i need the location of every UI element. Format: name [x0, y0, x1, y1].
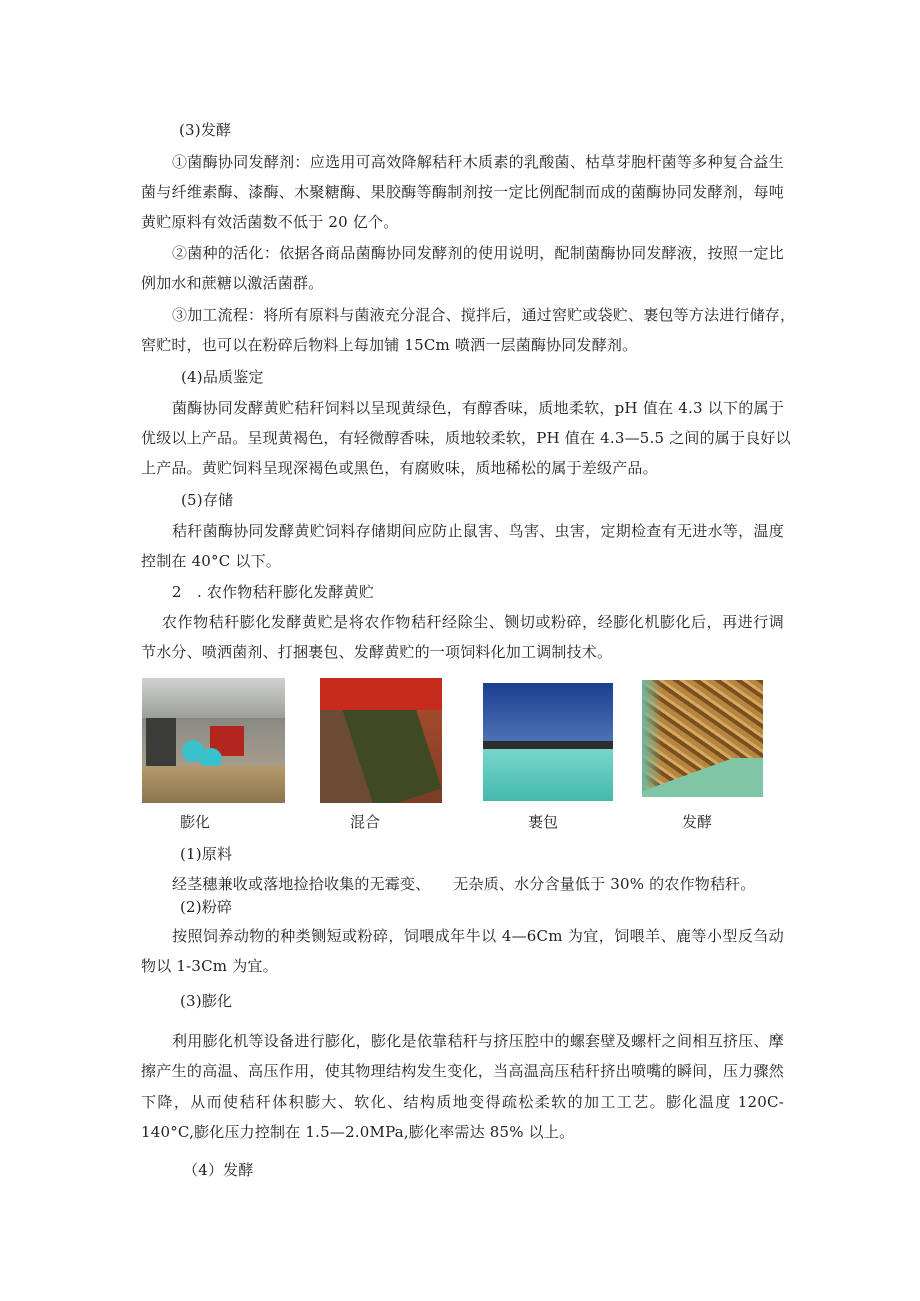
paragraph-puffing-line-4: 140°C,膨化压力控制在 1.5—2.0MPa,膨化率需达 85% 以上。: [141, 1123, 575, 1141]
paragraph-puffing-line-3: 下降，从而使秸秆体积膨大、软化、结构质地变得疏松柔软的加工工艺。膨化温度 120C-: [141, 1093, 784, 1111]
paragraph-storage-line-1: 秸秆菌酶协同发酵黄贮饲料存储期间应防止鼠害、鸟害、虫害，定期检查有无进水等，温度: [172, 522, 784, 540]
heading-raw-material: (1)原料: [180, 845, 233, 863]
paragraph-intro-line-1: 农作物秸秆膨化发酵黄贮是将农作物秸秆经除尘、铡切或粉碎，经膨化机膨化后，再进行调: [162, 613, 784, 631]
paragraph-activation-line-2: 例加水和蔗糖以激活菌群。: [141, 274, 324, 292]
heading-fermentation-2: （4）发酵: [183, 1161, 254, 1179]
heading-crushing: (2)粉碎: [180, 898, 233, 916]
photo-mixing: [320, 678, 442, 803]
paragraph-enzyme-line-3: 黄贮原料有效活菌数不低于 20 亿个。: [141, 213, 399, 231]
photo-mixing-machine-top: [320, 678, 442, 710]
paragraph-process-line-2: 窖贮时，也可以在粉碎后物料上每加铺 15Cm 喷洒一层菌酶协同发酵剂。: [141, 336, 638, 354]
photo-puffing-straw: [142, 766, 285, 803]
caption-fermentation: 发酵: [682, 813, 713, 831]
paragraph-activation-line-1: ②菌种的活化：依据各商品菌酶协同发酵剂的使用说明，配制菌酶协同发酵液，按照一定比: [172, 244, 784, 262]
paragraph-storage-line-2: 控制在 40°C 以下。: [141, 552, 282, 570]
caption-puffing: 膨化: [180, 813, 211, 831]
caption-mixing: 混合: [350, 813, 381, 831]
paragraph-crushing-line-2: 物以 1-3Cm 为宜。: [141, 957, 278, 975]
paragraph-quality-line-1: 菌酶协同发酵黄贮秸秆饲料以呈现黄绿色，有醇香味，质地柔软，pH 值在 4.3 以下的属于: [172, 399, 784, 417]
paragraph-enzyme-line-2: 菌与纤维素酶、漆酶、木聚糖酶、果胶酶等酶制剂按一定比例配制而成的菌酶协同发酵剂，每吨: [141, 183, 784, 201]
photo-puffing-roof: [142, 678, 285, 718]
photo-wrapping-bales: [483, 743, 613, 801]
photo-fermentation: [642, 680, 763, 797]
heading-puffing: (3)膨化: [180, 992, 233, 1010]
paragraph-crushing-line-1: 按照饲养动物的种类铡短或粉碎，饲喂成年牛以 4—6Cm 为宜，饲喂羊、鹿等小型反刍动: [172, 927, 784, 945]
photo-fermentation-film: [642, 758, 763, 797]
paragraph-raw-material: 经茎穗兼收或落地捡拾收集的无霉变、 无杂质、水分含量低于 30% 的农作物秸秆。: [172, 875, 756, 893]
heading-quality: (4)品质鉴定: [181, 368, 264, 386]
paragraph-puffing-line-2: 擦产生的高温、高压作用，使其物理结构发生变化，当高温高压秸秆挤出喷嘴的瞬间，压力骤然: [141, 1062, 784, 1080]
paragraph-intro-line-2: 节水分、喷洒菌剂、打捆裹包、发酵黄贮的一项饲料化加工调制技术。: [141, 643, 613, 661]
photo-wrapping: [483, 683, 613, 801]
photo-wrapping-sky: [483, 683, 613, 743]
photo-puffing: [142, 678, 285, 803]
photo-wrapping-horizon: [483, 741, 613, 749]
paragraph-puffing-line-1: 利用膨化机等设备进行膨化，膨化是依靠秸秆与挤压腔中的螺套壁及螺杆之间相互挤压、摩: [172, 1032, 784, 1050]
paragraph-quality-line-2: 优级以上产品。呈现黄褐色，有轻微醇香味，质地较柔软，PH 值在 4.3—5.5 之间的属于良好以: [141, 429, 791, 447]
paragraph-enzyme-line-1: ①菌酶协同发酵剂：应选用可高效降解秸秆木质素的乳酸菌、枯草芽胞杆菌等多种复合益生: [172, 153, 784, 171]
heading-section-2: 2 . 农作物秸秆膨化发酵黄贮: [172, 583, 375, 601]
caption-wrapping: 裹包: [528, 813, 559, 831]
paragraph-quality-line-3: 上产品。黄贮饲料呈现深褐色或黑色，有腐败味，质地稀松的属于差级产品。: [141, 459, 658, 477]
heading-storage: (5)存储: [181, 491, 234, 509]
heading-fermentation: (3)发酵: [179, 121, 232, 139]
paragraph-process-line-1: ③加工流程：将所有原料与菌液充分混合、搅拌后，通过窖贮或袋贮、裹包等方法进行储存，: [172, 306, 796, 324]
